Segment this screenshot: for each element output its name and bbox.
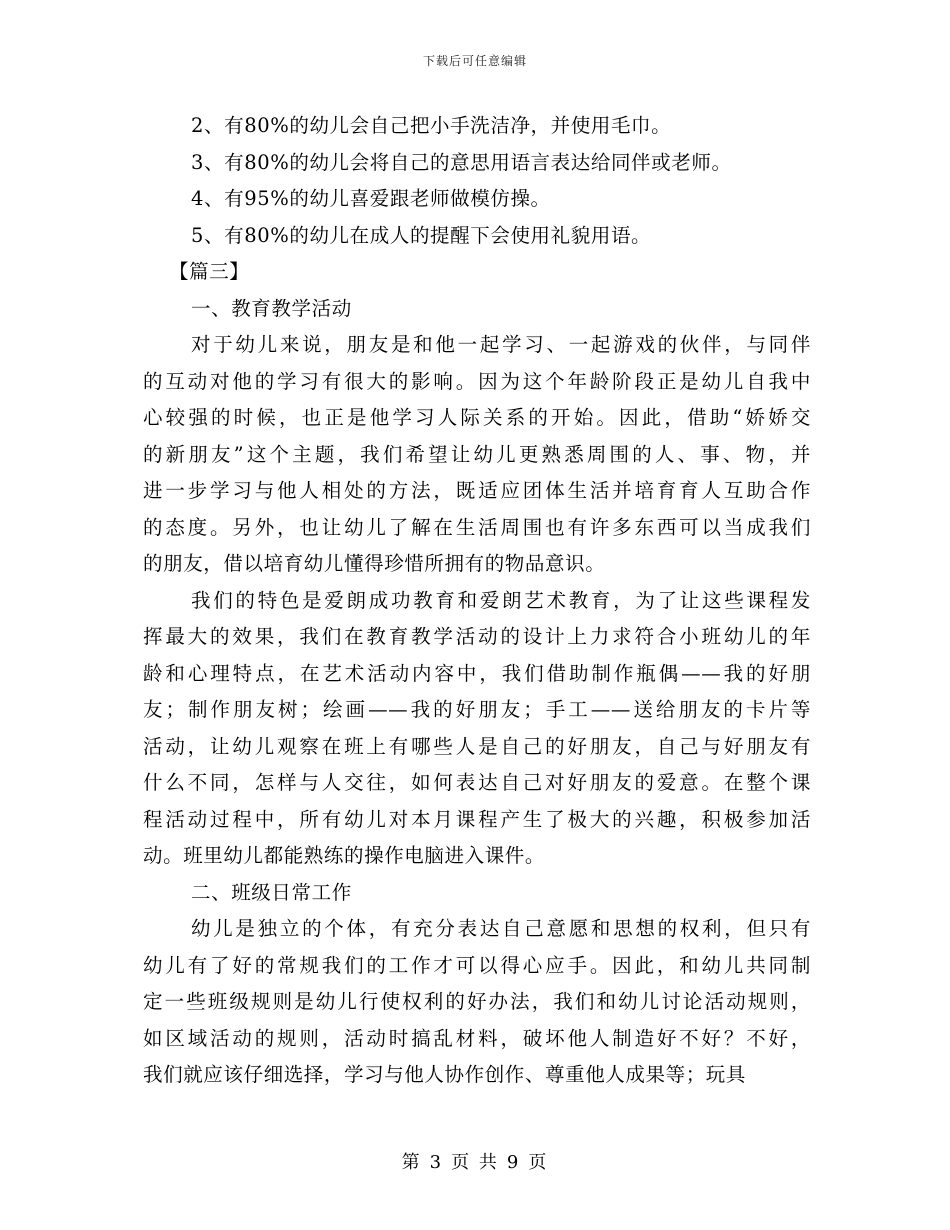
paragraph-p2 <box>143 145 811 182</box>
page-footer <box>0 1148 950 1174</box>
footer-suffix: 页 <box>528 1152 549 1173</box>
text-line: 5、有80%的幼儿在成人的提醒下会使用礼貌用语。 <box>191 223 652 247</box>
text-line: 进一步学习与他人相处的方法，既适应团体生活并培育育人互助合作 <box>143 479 811 502</box>
text-line: 3、有80%的幼儿会将自己的意思用语言表达给同伴或老师。 <box>191 150 732 174</box>
paragraph-p6 <box>143 291 811 328</box>
text-line: 的新朋友”这个主题，我们希望让幼儿更熟悉周围的人、事、物，并 <box>143 442 811 466</box>
footer-middle: 页 共 <box>451 1152 499 1173</box>
paragraph-p5 <box>143 254 811 291</box>
text-line: 动。班里幼儿都能熟练的操作电脑进入课件。 <box>143 844 546 867</box>
paragraph-p7 <box>143 327 811 583</box>
text-line: 的朋友，借以培育幼儿懂得珍惜所拥有的物品意识。 <box>143 552 606 575</box>
text-line: 对于幼儿来说，朋友是和他一起学习、一起游戏的伙伴，与同伴 <box>191 333 811 356</box>
text-line: 我们就应该仔细选择，学习与他人协作创作、尊重他人成果等；玩具 <box>143 1063 747 1086</box>
text-line: 友；制作朋友树；绘画——我的好朋友；手工——送给朋友的卡片等 <box>143 698 811 721</box>
text-line: 幼儿是独立的个体，有充分表达自己意愿和思想的权利，但只有 <box>191 917 811 940</box>
footer-total-pages: 9 <box>506 1152 521 1173</box>
text-line: 一、教育教学活动 <box>191 296 352 320</box>
text-line: 2、有80%的幼儿会自己把小手洗洁净，并使用毛巾。 <box>191 114 672 137</box>
paragraph-p1 <box>143 108 811 145</box>
page-header: 下载后可任意编辑 <box>422 54 527 68</box>
paragraph-p4 <box>143 218 811 255</box>
text-line: 定一些班级规则是幼儿行使权利的好办法，我们和幼儿讨论活动规则， <box>143 990 811 1013</box>
document-body <box>143 108 811 1094</box>
text-line: 挥最大的效果，我们在教育教学活动的设计上力求符合小班幼儿的年 <box>143 625 811 648</box>
text-line: 二、班级日常工作 <box>191 880 352 904</box>
footer-page-number: 3 <box>429 1152 444 1173</box>
text-line: 心较强的时候，也正是他学习人际关系的开始。因此，借助“娇娇交 <box>143 406 811 429</box>
footer-prefix: 第 <box>401 1152 422 1173</box>
text-line: 程活动过程中，所有幼儿对本月课程产生了极大的兴趣，积极参加活 <box>143 807 811 831</box>
paragraph-p9 <box>143 875 811 912</box>
text-line: 的互动对他的学习有很大的影响。因为这个年龄阶段正是幼儿自我中 <box>143 369 811 393</box>
text-line: 什么不同，怎样与人交往，如何表达自己对好朋友的爱意。在整个课 <box>143 771 811 794</box>
text-line: 4、有95%的幼儿喜爱跟老师做模仿操。 <box>191 187 551 210</box>
text-line: 如区域活动的规则，活动时搞乱材料，破坏他人制造好不好？不好， <box>143 1026 811 1050</box>
paragraph-p10 <box>143 911 811 1094</box>
text-line: 幼儿有了好的常规我们的工作才可以得心应手。因此，和幼儿共同制 <box>143 953 811 977</box>
text-line: 的态度。另外，也让幼儿了解在生活周围也有许多东西可以当成我们 <box>143 515 811 539</box>
text-line: 活动，让幼儿观察在班上有哪些人是自己的好朋友，自己与好朋友有 <box>143 734 811 758</box>
text-line: 我们的特色是爱朗成功教育和爱朗艺术教育，为了让这些课程发 <box>191 588 811 612</box>
paragraph-p8 <box>143 583 811 875</box>
text-line: 【篇三】 <box>169 260 250 283</box>
paragraph-p3 <box>143 181 811 218</box>
text-line: 龄和心理特点，在艺术活动内容中，我们借助制作瓶偶——我的好朋 <box>143 661 811 685</box>
